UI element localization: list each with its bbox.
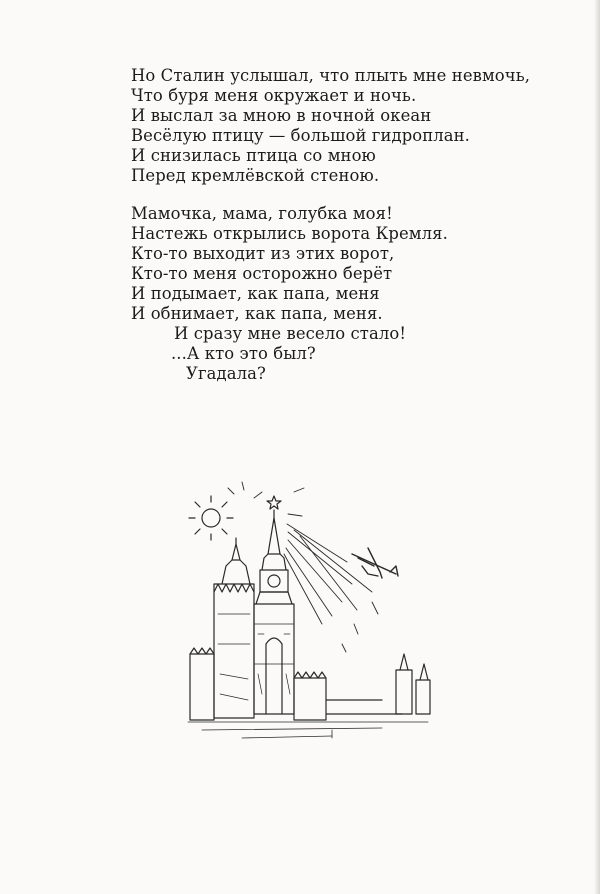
poem-line: Кто-то меня осторожно берёт — [131, 263, 393, 283]
poem-line: Кто-то выходит из этих ворот, — [131, 243, 395, 263]
poem-line: Мамочка, мама, голубка моя! — [131, 203, 393, 223]
stanza-1 — [131, 66, 551, 187]
poem-line: Настежь открылись ворота Кремля. — [131, 223, 448, 243]
star-rays — [228, 482, 378, 652]
seaplane-icon — [352, 548, 398, 578]
poem-line: Весёлую птицу — большой гидроплан. — [131, 126, 470, 146]
poem-line: Что буря меня окружает и ночь. — [131, 86, 417, 106]
poem-line: И выслал за мною в ночной океан — [131, 106, 432, 126]
kremlin-drawing — [182, 474, 444, 746]
poem-line: И сразу мне весело стало! — [174, 324, 407, 344]
poem-line: Но Сталин услышал, что плыть мне невмочь, — [131, 66, 531, 85]
poem-line: И подымает, как папа, меня — [131, 283, 380, 303]
page-edge — [594, 0, 600, 894]
poem-line: Угадала? — [186, 364, 266, 384]
sun-icon — [189, 496, 233, 540]
star-icon — [267, 496, 281, 509]
ground — [188, 722, 428, 738]
poem-line: ...А кто это был? — [171, 344, 316, 364]
kremlin-wall — [190, 648, 402, 720]
poem-line: Перед кремлёвской стеною. — [131, 166, 380, 186]
poem-line: И снизилась птица со мною — [131, 146, 376, 166]
kremlin-illustration — [182, 474, 444, 746]
poem-line: И обнимает, как папа, меня. — [131, 304, 383, 324]
left-tower — [214, 538, 254, 718]
right-towers — [396, 654, 430, 714]
poem — [131, 66, 551, 384]
stanza-2 — [131, 204, 551, 385]
